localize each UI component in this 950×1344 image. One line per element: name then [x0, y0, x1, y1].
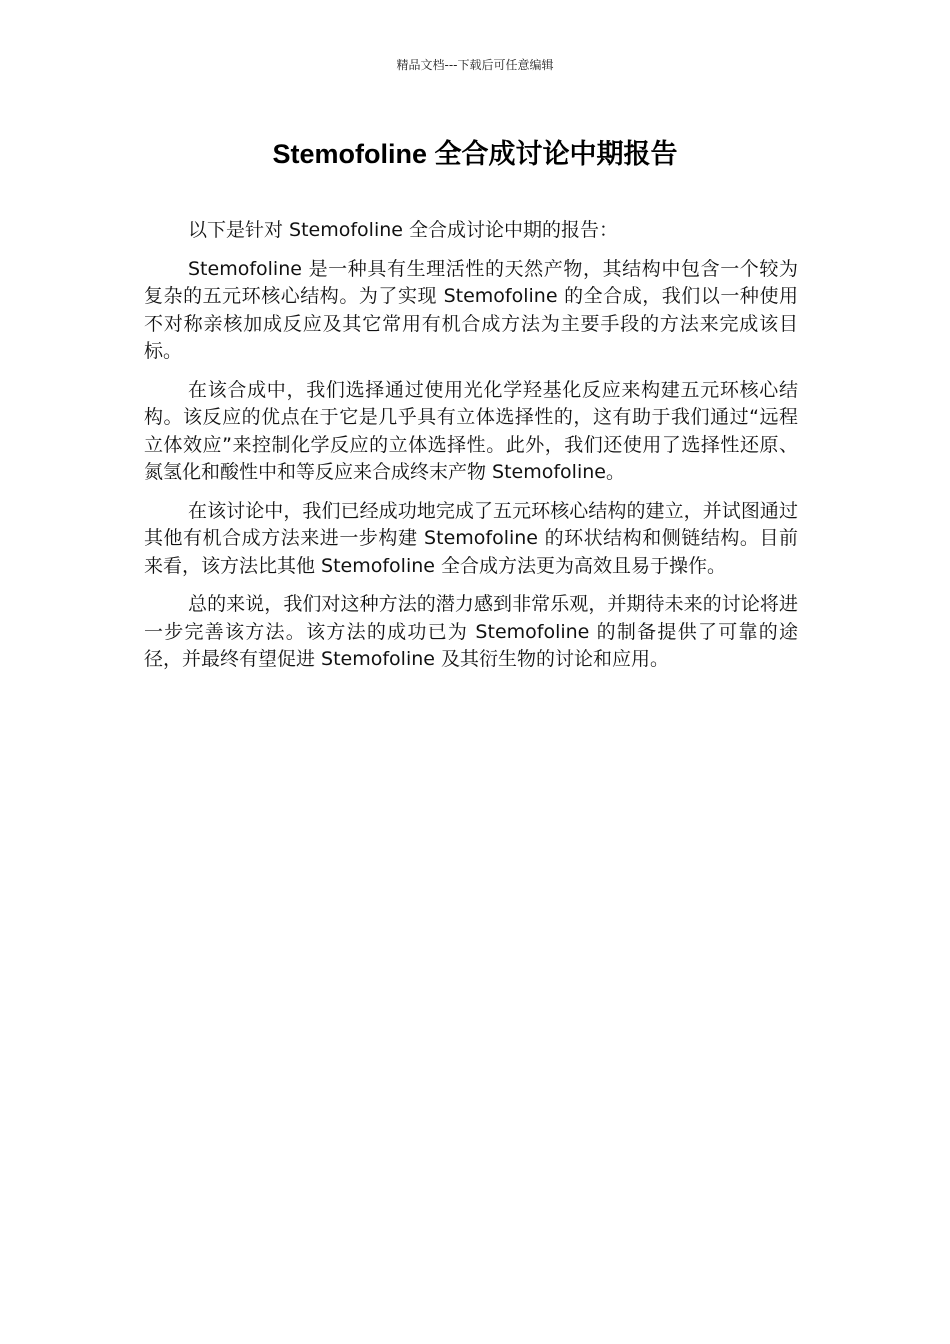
paragraph-synthesis: 在该合成中，我们选择通过使用光化学羟基化反应来构建五元环核心结构。该反应的优点在于它是几乎具有立体选择性的，这有助于我们通过“远程立体效应”来控制化学反应的立体选择性。此外，我们还使用了选择性还原、氮氢化和酸性中和等反应来合成终末产物 Stemofoline。: [144, 378, 798, 483]
paragraph-background: Stemofoline 是一种具有生理活性的天然产物，其结构中包含一个较为复杂的五元环核心结构。为了实现 Stemofoline 的全合成，我们以一种使用不对称亲核加成反应及其它常用有机合成方法为主要手段的方法来完成该目标。: [144, 257, 798, 362]
paragraph-progress: 在该讨论中，我们已经成功地完成了五元环核心结构的建立，并试图通过其他有机合成方法来进一步构建 Stemofoline 的环状结构和侧链结构。目前来看，该方法比其他 Stemofoline 全合成方法更为高效且易于操作。: [144, 499, 798, 577]
paragraph-intro: 以下是针对 Stemofoline 全合成讨论中期的报告：: [188, 219, 619, 241]
page-header: 精品文档---下载后可任意编辑: [396, 58, 554, 72]
document-title: Stemofoline 全合成讨论中期报告: [272, 139, 678, 169]
paragraph-conclusion: 总的来说，我们对这种方法的潜力感到非常乐观，并期待未来的讨论将进一步完善该方法。该方法的成功已为 Stemofoline 的制备提供了可靠的途径，并最终有望促进 Stemofoline 及其衍生物的讨论和应用。: [144, 593, 798, 670]
document-body: [144, 217, 798, 685]
